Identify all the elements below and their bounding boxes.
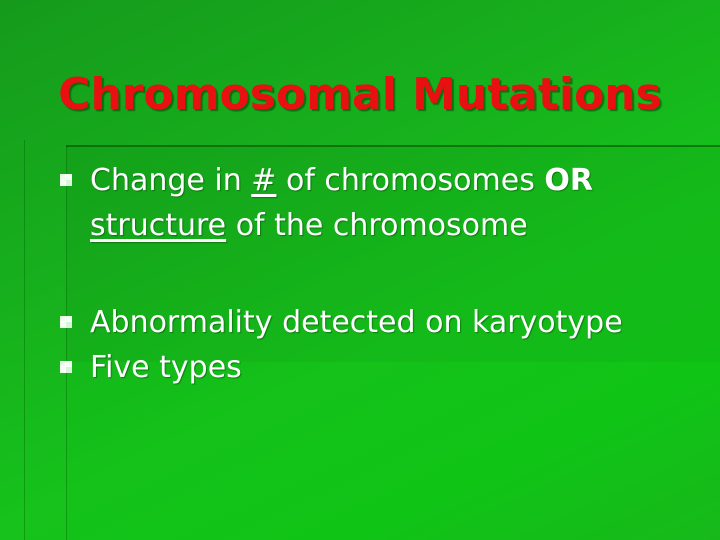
bullet-item	[56, 345, 676, 390]
square-bullet-icon	[60, 316, 72, 328]
decorative-rule	[66, 145, 720, 147]
bullet-gap	[56, 248, 676, 300]
decorative-line	[24, 140, 25, 540]
bullet-text: Change in # of chromosomes OR structure of the chromosome	[90, 163, 593, 243]
bullet-text: Abnormality detected on karyotype	[90, 305, 623, 340]
slide-title: Chromosomal Mutations	[58, 69, 662, 120]
bullet-item	[56, 300, 676, 345]
square-bullet-icon	[60, 174, 72, 186]
bullet-item	[56, 158, 676, 248]
bullet-text: Five types	[90, 350, 242, 385]
square-bullet-icon	[60, 361, 72, 373]
bullet-list	[56, 158, 676, 390]
